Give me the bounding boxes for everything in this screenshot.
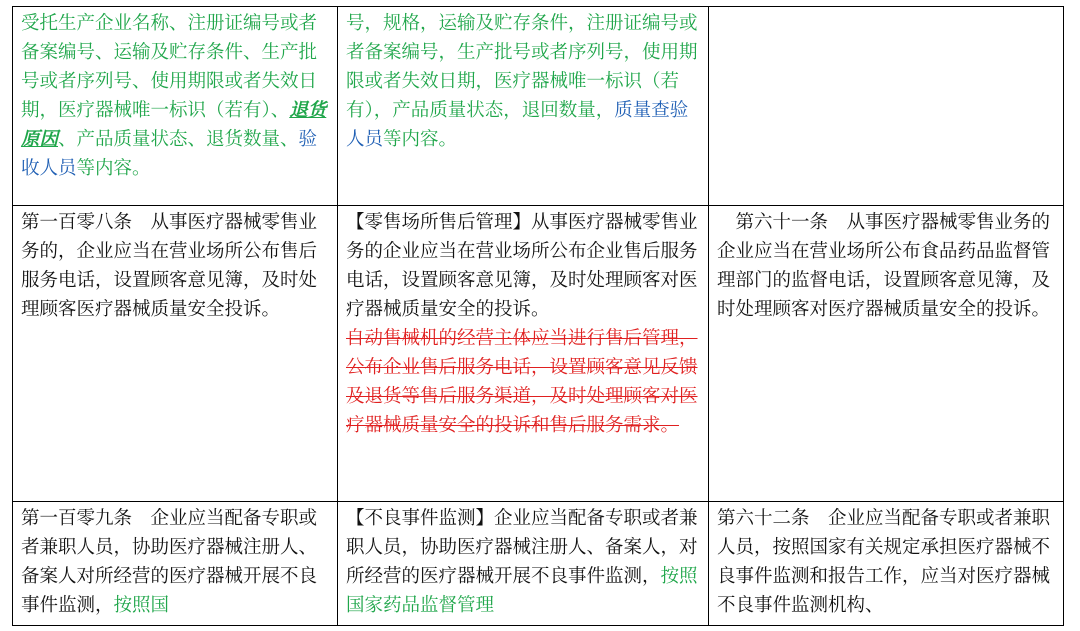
deleted-text: 自动售械机的经营主体应当进行售后管理，公布企业售后服务电话，设置顾客意见反馈及退货等售后服务渠道，及时处理顾客对医疗器械质量安全的投诉和售后服务需求。 <box>346 328 698 436</box>
text-segment: 等内容。 <box>76 158 151 179</box>
cell-row1-col3 <box>709 7 1064 206</box>
cell-text: 【零售场所售后管理】从事医疗器械零售业务的企业应当在营业场所公布企业售后服务电话，设置顾客意见簿，及时处理顾客对医疗器械质量安全的投诉。 <box>346 212 698 320</box>
text-segment: 、产品质量状态、退货数量、 <box>58 129 299 150</box>
cell-text <box>21 9 331 183</box>
table-row <box>13 7 1064 206</box>
cell-row1-col2 <box>338 7 709 206</box>
cell-row3-col3 <box>709 502 1064 626</box>
highlighted-term: 验收人员 <box>21 129 318 179</box>
highlighted-term: 按照国 <box>113 595 170 616</box>
text-segment: 【不良事件监测】企业应当配备专职或者兼职人员，协助医疗器械注册人、备案人，对所经营的医疗器械开展不良事件监测， <box>346 508 698 587</box>
highlighted-term: 按照国家药品监督管理 <box>346 566 698 616</box>
regulation-comparison-table <box>12 6 1064 626</box>
cell-text: 第一百零八条 从事医疗器械零售业务的，企业应当在营业场所公布售后服务电话，设置顾客意见簿，及时处理顾客医疗器械质量安全投诉。 <box>21 212 318 320</box>
cell-text: 第六十二条 企业应当配备专职或者兼职人员，按照国家有关规定承担医疗器械不良事件监测和报告工作，应当对医疗器械不良事件监测机构、 <box>717 508 1051 616</box>
cell-row2-col2 <box>338 206 709 502</box>
text-segment: 等内容。 <box>383 129 458 150</box>
cell-row3-col2 <box>338 502 709 626</box>
text-segment: 受托生产企业名称、注册证编号或者备案编号、运输及贮存条件、生产批号或者序列号、使用期限或者失效日期，医疗器械唯一标识（若有）、 <box>21 13 318 121</box>
cell-row1-col1 <box>13 7 338 206</box>
text-segment: 第一百零九条 企业应当配备专职或者兼职人员，协助医疗器械注册人、备案人对所经营的医疗器械开展不良事件监测， <box>21 508 318 616</box>
cell-text: 第六十一条 从事医疗器械零售业务的企业应当在营业场所公布食品药品监督管理部门的监督电话，设置顾客意见簿，及时处理顾客对医疗器械质量安全的投诉。 <box>717 212 1051 320</box>
highlighted-term: 质量查验人员 <box>346 100 689 150</box>
cell-text <box>346 9 702 154</box>
cell-row2-col3 <box>709 206 1064 502</box>
text-segment: 号，规格，运输及贮存条件，注册证编号或者备案编号，生产批号或者序列号，使用期限或者失效日期，医疗器械唯一标识（若有），产品质量状态，退回数量， <box>346 13 698 121</box>
cell-row2-col1 <box>13 206 338 502</box>
cell-row3-col1 <box>13 502 338 626</box>
table-row <box>13 502 1064 626</box>
highlighted-term: 退货原因 <box>21 100 327 150</box>
cell-text <box>346 504 702 620</box>
cell-text <box>21 504 331 620</box>
table-row <box>13 206 1064 502</box>
